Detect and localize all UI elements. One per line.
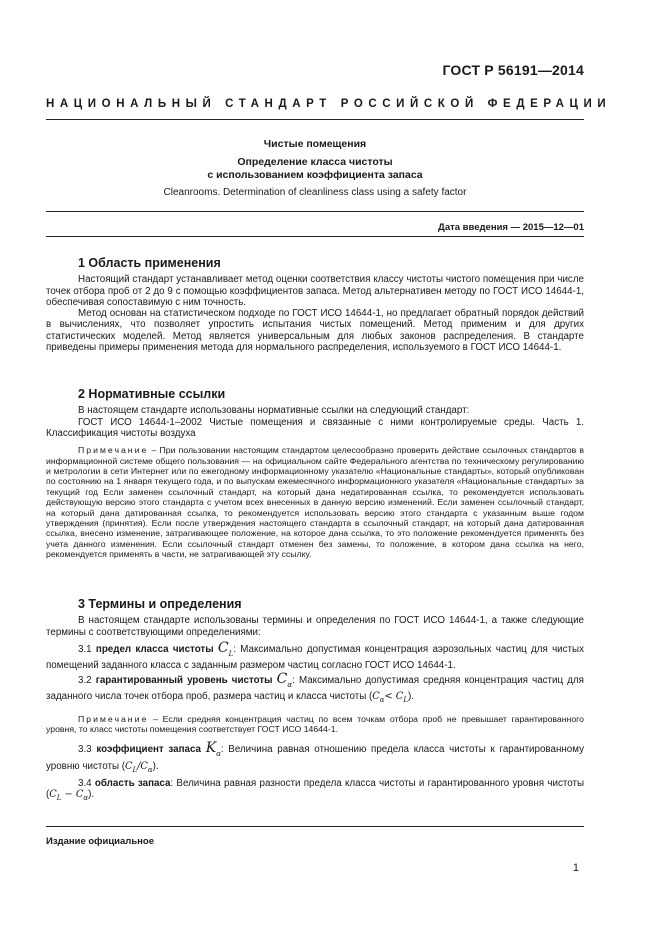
term-3-2: [46, 671, 584, 706]
term-3-1-definition: : Максимально допустимая концентрация аэрозольных частиц для чистых помещений заданного класса с заданным размером частиц согласно ГОСТ ИСО 14644-1.: [46, 643, 584, 671]
title-divider: [46, 211, 584, 212]
footer-divider: [46, 826, 584, 827]
section-3-note: [46, 714, 584, 735]
section-2-paragraph-1: В настоящем стандарте использованы нормативные ссылки на следующий стандарт:: [78, 405, 470, 417]
page-number: 1: [572, 862, 579, 874]
title-line-2: Определение класса чистоты: [237, 156, 393, 168]
note-label: Примечание: [78, 445, 149, 456]
term-3-4-term: область запаса: [94, 777, 171, 789]
term-3-1: [46, 639, 584, 671]
term-3-4: [46, 778, 584, 805]
term-3-3: [46, 740, 584, 775]
formula-CL-minus-Calpha: $C_L - C_\alpha$: [49, 789, 89, 803]
title-english: Cleanrooms. Determination of cleanliness class using a safety factor: [163, 187, 467, 198]
term-3-2-number: 3.2: [78, 675, 92, 687]
term-3-3-number: 3.3: [78, 744, 92, 756]
term-3-4-number: 3.4: [78, 777, 92, 789]
section-3: [46, 599, 584, 804]
note2-label: Примечание: [78, 713, 149, 724]
note2-text: – Если средняя концентрация частиц по всем точкам отбора проб не превышает гарантированного уровня, то класс чистоты помещения соответствует ГОСТ ИСО 14644-1.: [46, 713, 584, 735]
national-standard-banner: НАЦИОНАЛЬНЫЙ СТАНДАРТ РОССИЙСКОЙ ФЕДЕРАЦИИ: [46, 98, 612, 110]
symbol-Calpha: $C_\alpha$: [276, 671, 293, 690]
term-3-4-end: ).: [88, 789, 95, 801]
header-divider: [46, 119, 584, 120]
title-main: [46, 156, 584, 182]
date-divider: [46, 236, 584, 237]
title-line-1: Чистые помещения: [263, 138, 367, 150]
formula-Calpha-lt-CL: $C_\alpha< C_L$: [372, 691, 408, 705]
term-3-1-term: предел класса чистоты: [95, 643, 214, 655]
section-1-paragraph-2: Метод основан на статистическом подходе по ГОСТ ИСО 14644-1, но предлагает обратный порядок действий в вычислениях, что позволяет упростить испытания чистых помещений. Метод применим и для других статистических моделей. Метод является универсальным для любых законов распределения. В стандарте приведены примеры применения метода для нормального распределения, используемого в ГОСТ ИСО 14644-1.: [46, 308, 584, 354]
symbol-Kalpha: $K_\alpha$: [205, 740, 221, 759]
term-3-2-end: ).: [407, 691, 414, 703]
section-2-reference: ГОСТ ИСО 14644-1–2002 Чистые помещения и связанные с ними контролируемые среды. Часть 1. Классификация чистоты воздуха: [46, 416, 584, 439]
section-1-heading: 1 Область применения: [78, 256, 221, 270]
document-code: ГОСТ Р 56191—2014: [442, 62, 584, 78]
edition-label: Издание официальное: [46, 836, 154, 847]
note-text: – При пользовании настоящим стандартом целесообразно проверить действие ссылочных стандартов в информационной системе общего пользования — на официальном сайте Федерального агентства по техническому регулированию и метрологии в сети Интернет или по ежегодному информационному указателю «Национальные стандарты», который опубликован по состоянию на 1 января текущего года, и по выпускам ежемесячного информационного указателя «Национальные стандарты» за текущий год Если заменен ссылочный стандарт, на который дана недатированная ссылка, то рекомендуется использовать действующую версию этого стандарта с учетом всех внесенных в данную версию изменений. Если заменен ссылочный стандарт, на который дана датированная ссылка, то рекомендуется использовать версию этого стандарта с указанным выше годом утверждения (принятия). Если после утверждения настоящего стандарта в ссылочный стандарт, на который дана датированная ссылка, внесено изменение, затрагивающее положение, на которое дана ссылка, то это положение рекомендуется применять без учета данного изменения. Если ссылочный стандарт отменен без замены, то положение, в котором дана ссылка на него, рекомендуется применять в части, не затрагивающей эту ссылку.: [46, 445, 584, 560]
symbol-CL: $C_L$: [217, 639, 234, 658]
title-line-3: с использованием коэффициента запаса: [207, 169, 423, 181]
section-2: [46, 389, 584, 560]
term-3-3-definition: : Величина равная отношению предела класса чистоты к гарантированному уровню чистоты (: [46, 744, 584, 772]
section-2-heading: 2 Нормативные ссылки: [78, 387, 226, 401]
introduction-date: Дата введения — 2015—12—01: [438, 222, 584, 233]
term-3-1-number: 3.1: [78, 643, 92, 655]
section-1-paragraph-1: Настоящий стандарт устанавливает метод оценки соответствия классу чистоты чистого помещения при числе точек отбора проб от 2 до 9 с помощью коэффициентов запаса. Метод альтернативен методу по ГОСТ ИСО 14644-1, обеспечивая сопоставимую с ним точность.: [46, 274, 584, 308]
section-3-heading: 3 Термины и определения: [78, 597, 242, 611]
term-3-3-term: коэффициент запаса: [96, 744, 201, 756]
term-3-2-definition: : Максимально допустимая средняя концентрация частиц для заданного числа точек отбора проб, размера частиц и класса чистоты (: [46, 675, 584, 703]
term-3-2-term: гарантированный уровень чистоты: [95, 675, 273, 687]
section-2-note: [46, 445, 584, 559]
formula-CL-over-Calpha: $C_L/C_\alpha$: [124, 760, 153, 774]
term-3-3-end: ).: [152, 760, 159, 772]
term-3-4-definition: : Величина равная разности предела класса чистоты и гарантированного уровня чистоты (: [46, 777, 584, 801]
section-1: [46, 258, 584, 353]
section-3-paragraph-1: В настоящем стандарте использованы термины и определения по ГОСТ ИСО 14644-1, а также следующие термины с соответствующими определениями:: [46, 615, 584, 638]
